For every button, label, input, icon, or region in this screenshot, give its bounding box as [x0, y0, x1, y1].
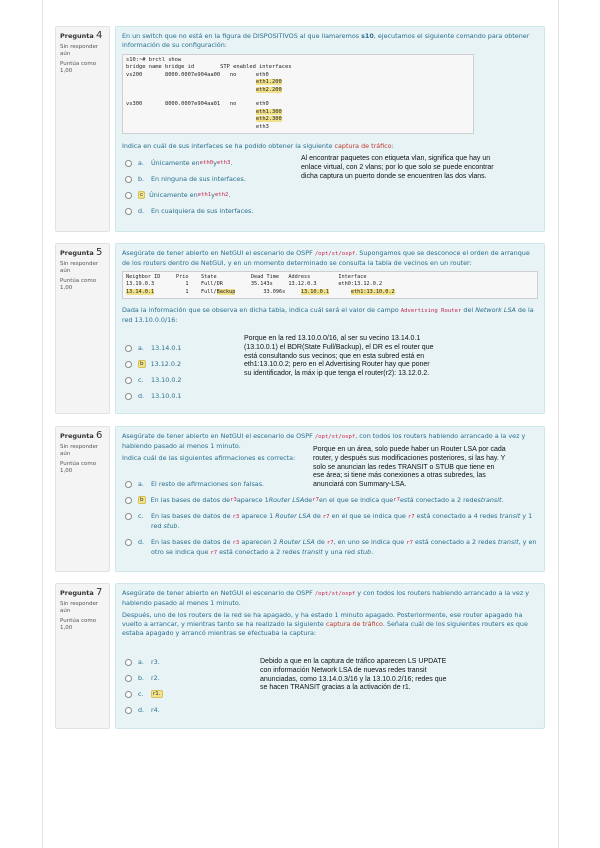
option-b[interactable]: b En las bases de datos de r3 aparece 1 Router LSA de r7 en el que se indica que r7 está conectado a 2 redes transit . — [125, 496, 504, 504]
question-state: Sin responder aún — [60, 444, 99, 457]
option-c[interactable]: c. r1. — [125, 690, 163, 698]
question-prompt: Dada la información que se observa en dicha tabla, indica cuál será el valor de campo Advertising Router del Network LSA de la red 13.10.0.0/16: — [122, 306, 534, 325]
question-points: Puntúa como 1,00 — [60, 278, 97, 291]
question-text: En un switch que no está en la figura de DISPOSITIVOS al que llamaremos s10, ejecutamos el siguiente comando para obtener información de su configuración: — [122, 32, 530, 49]
radio-button[interactable] — [125, 176, 132, 183]
student-note: Porque en la red 13.10.0.0/16, al ser su vecino 13.14.0.1 (13.10.0.1) el BDR(State Full/Backup), el DR es el router que está consultando sus vecinos; que en esta subred está en eth1:13.10.0.2; pero en el Advertising Router hay que poner su identificador, la máx ip que tenga el router(r2): 13.12.0.2. — [244, 335, 434, 378]
question-points: Puntúa como 1,00 — [60, 618, 97, 631]
radio-button[interactable] — [125, 160, 132, 167]
option-a[interactable]: a. El resto de afirmaciones son falsas. — [125, 480, 264, 488]
option-a[interactable]: a. r3. — [125, 658, 160, 666]
student-note: Porque en un área, solo puede haber un Router LSA por cada router, y después sus modificaciones posteriores, si las hay. Y solo se anuncian las redes TRANSIT o STUB que tiene en ese área; si tiene más conexiones a otras subredes, las anunciará con Summary-LSA. — [313, 446, 506, 489]
radio-button[interactable] — [125, 208, 132, 215]
question-text: Asegúrate de tener abierto en NetGUI el escenario de OSPF /opt/st/ospf. Supongamos que se desconoce el orden de arranque de los routers dentro de NetGUI, y en un momento determinado se consulta la tabla de vecinos en un router: — [122, 249, 530, 267]
option-c[interactable]: c. En las bases de datos de r3 aparece 1 Router LSA de r7 en el que se indica que r7 está conectado a 4 redes transit y 1 red stub. — [125, 512, 538, 531]
radio-button[interactable] — [125, 539, 132, 546]
question-info — [55, 243, 110, 414]
question-prompt: Indica en cuál de sus interfaces se ha podido obtener la siguiente captura de tráfico: — [122, 142, 394, 151]
page-margin-left — [42, 0, 43, 848]
answer-highlight-badge: r1. — [153, 691, 161, 697]
question-number: Pregunta 4 — [60, 30, 103, 41]
question-info — [55, 26, 110, 232]
radio-button[interactable] — [125, 192, 132, 199]
radio-button[interactable] — [125, 675, 132, 682]
question-text: Asegúrate de tener abierto en NetGUI el escenario de OSPF /opt/st/ospf, con todos los routers habiendo arrancado a la vez y habiendo pasado al menos 1 minuto. — [122, 432, 526, 450]
question-state: Sin responder aún — [60, 601, 99, 614]
neighbor-table: Neighbor ID Prio State Dead Time Address Interface 13.19.0.3 1 Full/DR 35.143s 13.12.0.3 eth0:13.12.0.2 13.14.0.1 1 Full/Backup 33.096s 13.10.0.1 eth1:13.10.0.2 — [122, 271, 538, 299]
radio-button[interactable] — [125, 361, 132, 368]
option-a[interactable]: a. 13.14.0.1 — [125, 344, 182, 352]
option-d[interactable]: d. 13.10.0.1 — [125, 392, 182, 400]
radio-button[interactable] — [125, 659, 132, 666]
question-text: Asegúrate de tener abierto en NetGUI el escenario de OSPF /opt/st/ospf y con todos los routers habiendo arrancado a la vez y habiendo pasado al menos 1 minuto. — [122, 589, 530, 607]
question-7 — [55, 583, 545, 729]
question-points: Puntúa como 1,00 — [60, 461, 97, 474]
option-d[interactable]: d. En cualquiera de sus interfaces. — [125, 207, 253, 215]
question-prompt: Indica cuál de las siguientes afirmaciones es correcta: — [122, 454, 296, 462]
option-c[interactable]: c. 13.10.0.2 — [125, 376, 182, 384]
radio-button[interactable] — [125, 497, 132, 504]
question-content — [115, 26, 545, 232]
answer-highlight-badge: b — [140, 497, 144, 503]
question-points: Puntúa como 1,00 — [60, 61, 97, 74]
terminal-output: s10:~# brctl show bridge name bridge id STP enabled interfaces vs200 8000.0007e904aa00 no eth0 eth1.200 eth2.200 vs300 8000.0007e904aa01 no eth0 eth1.300 eth2.300 eth3 — [122, 54, 474, 134]
question-info — [55, 426, 110, 572]
answer-highlight-badge: c — [140, 192, 144, 198]
question-state: Sin responder aún — [60, 261, 99, 274]
radio-button[interactable] — [125, 481, 132, 488]
question-4 — [55, 26, 545, 232]
radio-button[interactable] — [125, 345, 132, 352]
option-b[interactable]: b. r2. — [125, 674, 160, 682]
option-b[interactable]: b. En ninguna de sus interfaces. — [125, 175, 246, 183]
question-6 — [55, 426, 545, 572]
option-c[interactable]: c Únicamente en eth1 y eth2 . — [125, 191, 230, 199]
radio-button[interactable] — [125, 377, 132, 384]
question-5 — [55, 243, 545, 414]
question-state: Sin responder aún — [60, 44, 99, 57]
option-a[interactable]: a. Únicamente en eth0 y eth3 . — [125, 159, 232, 167]
traffic-capture-link[interactable]: captura de tráfico — [325, 620, 383, 628]
question-content — [115, 243, 545, 414]
radio-button[interactable] — [125, 393, 132, 400]
option-d[interactable]: d. r4. — [125, 706, 160, 714]
question-number: Pregunta 5 — [60, 247, 103, 258]
radio-button[interactable] — [125, 691, 132, 698]
question-info — [55, 583, 110, 729]
question-number: Pregunta 7 — [60, 587, 103, 598]
question-prompt: Después, uno de los routers de la red se ha apagado, y ha estado 1 minuto apagado. Posteriormente, ese router apagado ha vuelto a arrancar, y mientras tanto se ha realizado la siguiente captura de tráfico. Señala cuál de los siguientes routers es que estaba apagado y arrancó mientras se efectuaba la captura: — [122, 611, 528, 637]
radio-button[interactable] — [125, 707, 132, 714]
option-d[interactable]: d. En las bases de datos de r3 aparecen 2 Router LSA de r7, en uno se indica que r7 está conectado a 2 redes transit, y en otro se indica que r7 está conectado a 2 redes transit y una red stub. — [125, 538, 538, 558]
answer-highlight-badge: b — [140, 361, 144, 367]
question-content — [115, 583, 545, 729]
traffic-capture-link[interactable]: captura de tráfico — [334, 142, 392, 151]
option-b[interactable]: b 13.12.0.2 — [125, 360, 181, 368]
student-note: Al encontrar paquetes con etiqueta vlan, significa que hay un enlace virtual, con 2 vlans; por lo que solo se puede encontrar dicha captura un puerto donde se encuentren las dos vlans. — [301, 155, 494, 180]
page-margin-right — [558, 0, 559, 848]
radio-button[interactable] — [125, 513, 132, 520]
student-note: Debido a que en la captura de tráfico aparecen LS UPDATE con información Network LSA de nuevas redes transit anunciadas, como 13.14.0.3/16 y la 13.10.0.2/16; redes que se hacen TRANSIT gracias a la activación de r1. — [260, 658, 447, 692]
question-number: Pregunta 6 — [60, 430, 103, 441]
